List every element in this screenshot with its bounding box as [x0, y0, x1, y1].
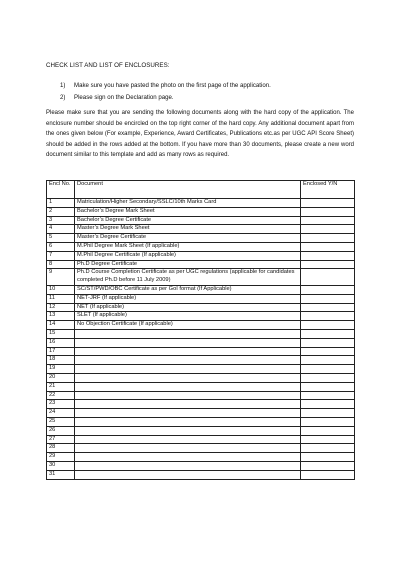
enclosed-cell[interactable] — [301, 391, 355, 400]
document-cell — [75, 391, 301, 400]
table-row — [47, 461, 355, 470]
document-cell — [75, 417, 301, 426]
header-enclosed: Enclosed Y/N — [301, 181, 355, 199]
enclosed-cell[interactable] — [301, 285, 355, 294]
document-cell — [75, 365, 301, 374]
enclosed-cell[interactable] — [301, 347, 355, 356]
enclosed-cell[interactable] — [301, 225, 355, 234]
enclosed-cell[interactable] — [301, 269, 355, 286]
encl-number-cell: 14 — [47, 321, 75, 330]
encl-number-cell: 20 — [47, 373, 75, 382]
table-row — [47, 444, 355, 453]
encl-number-cell: 12 — [47, 303, 75, 312]
table-row — [47, 216, 355, 225]
instruction-number: 1) — [60, 82, 66, 89]
document-cell: Matriculation/Higher Secondary/SSLC/10th Marks Card — [75, 199, 301, 208]
enclosed-cell[interactable] — [301, 321, 355, 330]
table-row — [47, 356, 355, 365]
header-document: Document — [75, 181, 301, 199]
document-cell: NET (If applicable) — [75, 303, 301, 312]
encl-number-cell: 24 — [47, 409, 75, 418]
document-cell — [75, 444, 301, 453]
encl-number-cell: 17 — [47, 347, 75, 356]
instructions-paragraph: Please make sure that you are sending the following documents along with the hard copy of the application. The enclosure number should be encircled on the top right corner of the hard copy. Any additional document apart from the ones given below (For example, Experience, Award Certificates, Publications etc.as per UGC API Score Sheet) should be added in the rows added at the bottom. If you have more than 30 documents, please create a new word document similar to this template and add as many rows as required. — [46, 110, 354, 159]
document-cell — [75, 435, 301, 444]
enclosed-cell[interactable] — [301, 251, 355, 260]
enclosed-cell[interactable] — [301, 199, 355, 208]
table-row — [47, 365, 355, 374]
document-cell — [75, 356, 301, 365]
instruction-item — [60, 80, 271, 92]
document-cell — [75, 347, 301, 356]
document-cell: Bachelor’s Degree Certificate — [75, 216, 301, 225]
document-cell — [75, 382, 301, 391]
instruction-text: Please sign on the Declaration page. — [74, 93, 174, 101]
document-cell — [75, 338, 301, 347]
encl-number-cell: 27 — [47, 435, 75, 444]
document-cell: No Objection Certificate (If applicable) — [75, 321, 301, 330]
encl-number-cell: 28 — [47, 444, 75, 453]
enclosed-cell[interactable] — [301, 373, 355, 382]
document-cell: Bachelor’s Degree Mark Sheet — [75, 207, 301, 216]
document-cell: Ph.D Degree Certificate — [75, 260, 301, 269]
enclosed-cell[interactable] — [301, 216, 355, 225]
table-row — [47, 260, 355, 269]
enclosed-cell[interactable] — [301, 338, 355, 347]
enclosed-cell[interactable] — [301, 426, 355, 435]
enclosed-cell[interactable] — [301, 417, 355, 426]
encl-number-cell: 22 — [47, 391, 75, 400]
encl-number-cell: 31 — [47, 470, 75, 479]
encl-number-cell: 23 — [47, 400, 75, 409]
document-cell: Master’s Degree Mark Sheet — [75, 225, 301, 234]
table-row — [47, 207, 355, 216]
table-row — [47, 382, 355, 391]
encl-number-cell: 30 — [47, 461, 75, 470]
table-row — [47, 338, 355, 347]
encl-number-cell: 11 — [47, 294, 75, 303]
document-cell: SLET (If applicable) — [75, 312, 301, 321]
table-row — [47, 285, 355, 294]
document-cell — [75, 470, 301, 479]
table-row — [47, 470, 355, 479]
document-cell — [75, 329, 301, 338]
table-row — [47, 234, 355, 243]
enclosed-cell[interactable] — [301, 234, 355, 243]
table-row — [47, 303, 355, 312]
encl-number-cell: 9 — [47, 269, 75, 286]
table-row — [47, 409, 355, 418]
enclosed-cell[interactable] — [301, 242, 355, 251]
table-row — [47, 321, 355, 330]
instruction-list — [60, 80, 271, 103]
enclosed-cell[interactable] — [301, 294, 355, 303]
enclosed-cell[interactable] — [301, 453, 355, 462]
document-cell — [75, 453, 301, 462]
encl-number-cell: 1 — [47, 199, 75, 208]
encl-number-cell: 6 — [47, 242, 75, 251]
enclosed-cell[interactable] — [301, 207, 355, 216]
encl-number-cell: 5 — [47, 234, 75, 243]
table-row — [47, 269, 355, 286]
encl-number-cell: 13 — [47, 312, 75, 321]
table-row — [47, 242, 355, 251]
table-row — [47, 417, 355, 426]
table-body — [47, 199, 355, 480]
table-row — [47, 391, 355, 400]
table-row — [47, 199, 355, 208]
document-cell: Master’s Degree Certificate — [75, 234, 301, 243]
enclosed-cell[interactable] — [301, 356, 355, 365]
instruction-number: 2) — [60, 93, 66, 101]
enclosures-table — [46, 180, 355, 480]
table-row — [47, 347, 355, 356]
document-cell — [75, 409, 301, 418]
document-cell: NET-JRF (If applicable) — [75, 294, 301, 303]
enclosed-cell[interactable] — [301, 303, 355, 312]
document-cell — [75, 461, 301, 470]
document-cell: M.Phil Degree Certificate (If applicable) — [75, 251, 301, 260]
enclosed-cell[interactable] — [301, 461, 355, 470]
encl-number-cell: 18 — [47, 356, 75, 365]
table-row — [47, 312, 355, 321]
encl-number-cell: 25 — [47, 417, 75, 426]
encl-number-cell: 10 — [47, 285, 75, 294]
enclosed-cell[interactable] — [301, 470, 355, 479]
enclosed-cell[interactable] — [301, 409, 355, 418]
document-cell — [75, 426, 301, 435]
enclosed-cell[interactable] — [301, 329, 355, 338]
encl-number-cell: 21 — [47, 382, 75, 391]
encl-number-cell: 7 — [47, 251, 75, 260]
encl-number-cell: 4 — [47, 225, 75, 234]
encl-number-cell: 15 — [47, 329, 75, 338]
enclosed-cell[interactable] — [301, 400, 355, 409]
page-heading: CHECK LIST AND LIST OF ENCLOSURES: — [46, 62, 170, 69]
table-row — [47, 225, 355, 234]
enclosed-cell[interactable] — [301, 435, 355, 444]
encl-number-cell: 29 — [47, 453, 75, 462]
encl-number-cell: 8 — [47, 260, 75, 269]
enclosed-cell[interactable] — [301, 312, 355, 321]
enclosed-cell[interactable] — [301, 382, 355, 391]
encl-number-cell: 16 — [47, 338, 75, 347]
enclosed-cell[interactable] — [301, 260, 355, 269]
enclosed-cell[interactable] — [301, 444, 355, 453]
table-row — [47, 400, 355, 409]
enclosed-cell[interactable] — [301, 365, 355, 374]
header-encl-no: Encl No. — [47, 181, 75, 199]
encl-number-cell: 3 — [47, 216, 75, 225]
table-row — [47, 453, 355, 462]
instruction-text: Make sure you have pasted the photo on the first page of the application. — [74, 82, 271, 89]
document-cell — [75, 400, 301, 409]
table-row — [47, 251, 355, 260]
table-row — [47, 435, 355, 444]
instruction-item — [60, 92, 271, 104]
document-cell: SC/ST/PWD/OBC Certificate as per GoI format (If Applicable) — [75, 285, 301, 294]
encl-number-cell: 2 — [47, 207, 75, 216]
document-cell — [75, 373, 301, 382]
table-row — [47, 373, 355, 382]
table-header-row — [47, 181, 355, 199]
table-row — [47, 294, 355, 303]
document-cell: Ph.D Course Completion Certificate as per UGC regulations (applicable for candidates completed Ph.D before 11 July 2009) — [75, 269, 301, 286]
table-row — [47, 426, 355, 435]
document-cell: M.Phil Degree Mark Sheet (If applicable) — [75, 242, 301, 251]
table-row — [47, 329, 355, 338]
encl-number-cell: 26 — [47, 426, 75, 435]
encl-number-cell: 19 — [47, 365, 75, 374]
